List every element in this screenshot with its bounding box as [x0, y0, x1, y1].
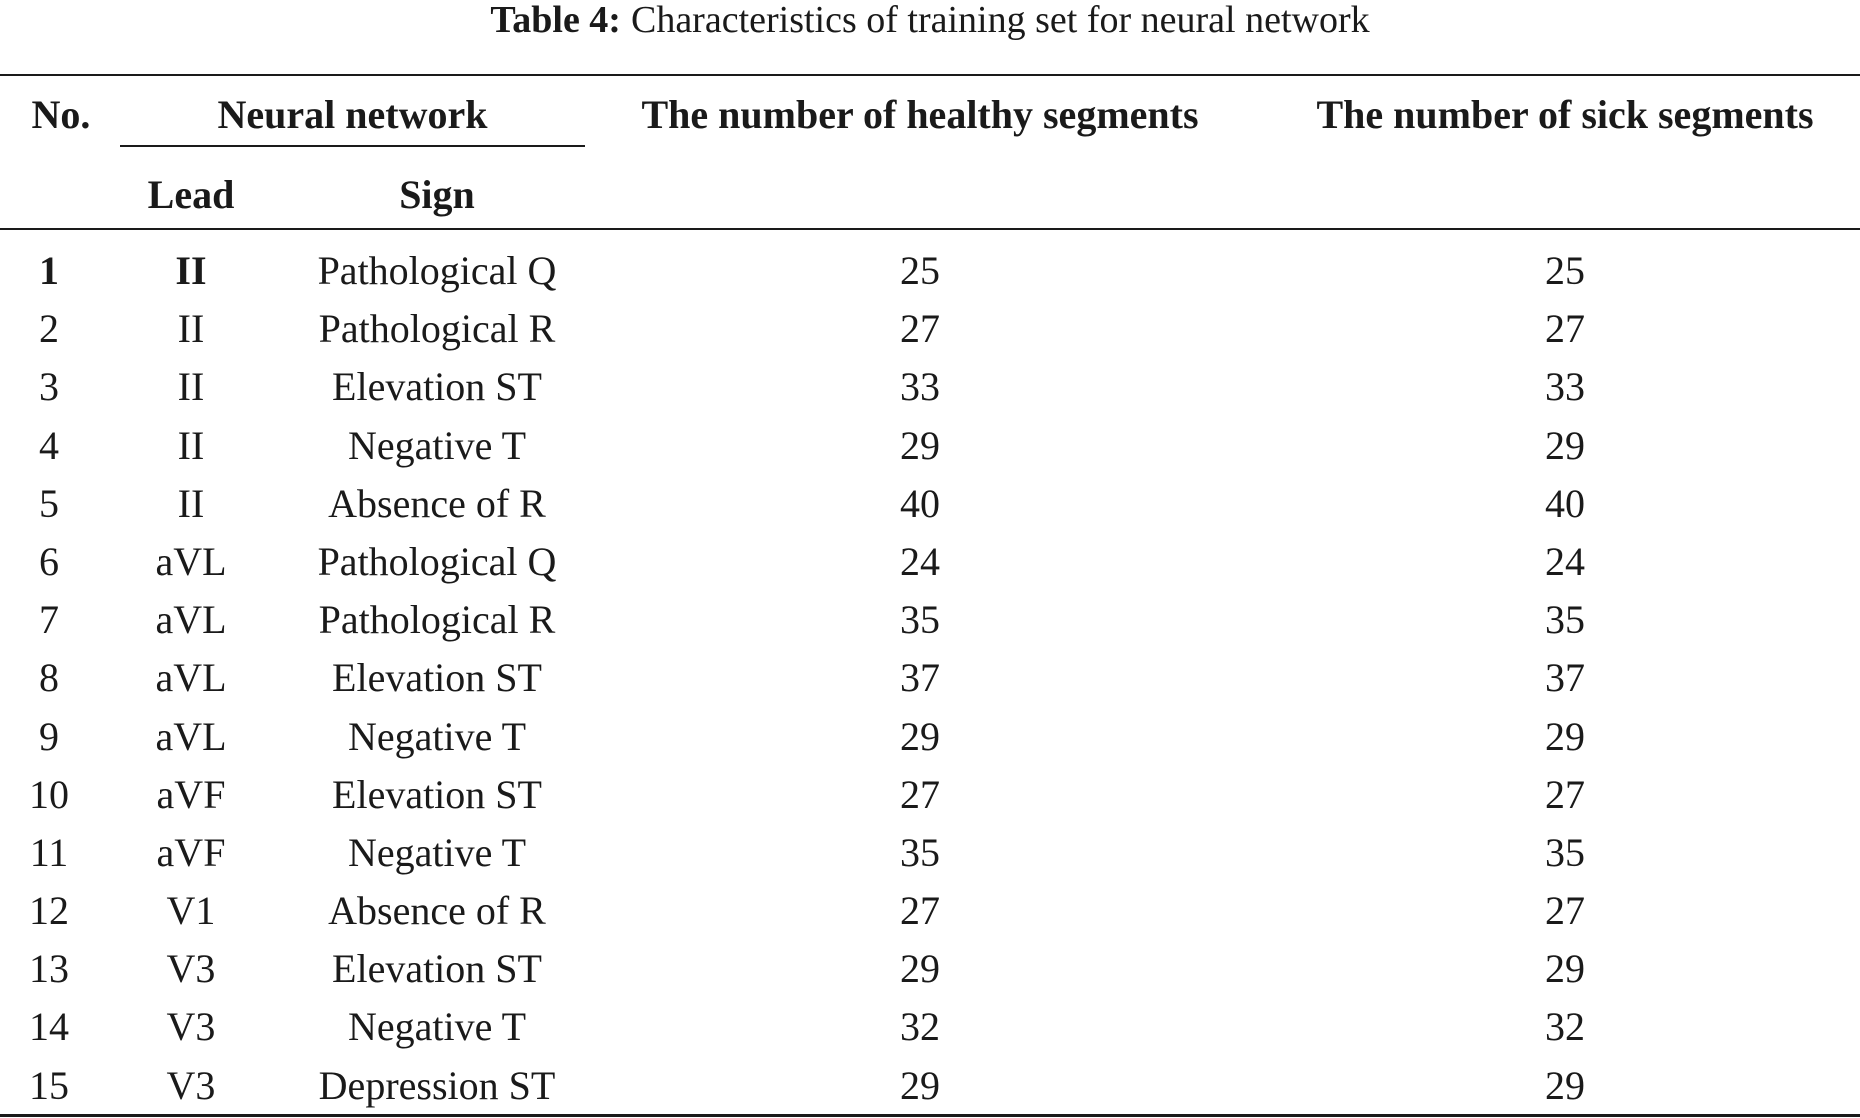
cell-sick: 29	[1545, 946, 1585, 992]
header-sign: Sign	[399, 172, 475, 217]
cell-sick: 35	[1545, 597, 1585, 643]
header-neural-network: Neural network	[217, 92, 488, 137]
cell-lead: II	[177, 306, 205, 352]
cell-sign: Pathological R	[318, 597, 556, 643]
neural-network-subrule	[120, 145, 585, 147]
cell-sick: 29	[1545, 422, 1585, 468]
cell-no: 15	[29, 1062, 69, 1108]
table-row	[0, 882, 1860, 940]
cell-no: 11	[29, 829, 69, 875]
cell-sign: Pathological Q	[317, 538, 557, 584]
cell-no: 2	[39, 306, 59, 352]
cell-healthy: 27	[900, 306, 940, 352]
cell-no: 7	[39, 597, 59, 643]
table-row	[0, 766, 1860, 824]
cell-lead: aVL	[155, 655, 227, 701]
cell-lead: aVF	[156, 771, 226, 817]
cell-sick: 27	[1545, 888, 1585, 934]
cell-healthy: 25	[900, 248, 940, 293]
cell-no: 9	[39, 713, 59, 759]
cell-healthy: 27	[900, 888, 940, 934]
table-row	[0, 300, 1860, 358]
cell-sign: Pathological R	[318, 306, 556, 352]
header-sick-segments: The number of sick segments	[1316, 92, 1814, 137]
cell-sign: Elevation ST	[332, 771, 542, 817]
cell-sick: 27	[1545, 771, 1585, 817]
cell-sign: Negative T	[347, 829, 527, 875]
cell-sick: 27	[1545, 306, 1585, 352]
cell-no: 14	[29, 1004, 69, 1050]
cell-no: 5	[39, 480, 59, 526]
cell-no: 8	[39, 655, 59, 701]
cell-lead: II	[177, 422, 205, 468]
table-row	[0, 533, 1860, 591]
cell-sign: Negative T	[347, 1004, 527, 1050]
cell-sick: 32	[1545, 1004, 1585, 1050]
cell-sick: 29	[1545, 713, 1585, 759]
cell-sign: Elevation ST	[332, 946, 542, 992]
cell-sign: Absence of R	[328, 480, 546, 526]
cell-healthy: 24	[900, 538, 940, 584]
cell-lead: V3	[166, 946, 216, 992]
cell-healthy: 32	[900, 1004, 940, 1050]
cell-healthy: 27	[900, 771, 940, 817]
cell-healthy: 29	[900, 946, 940, 992]
cell-healthy: 35	[900, 597, 940, 643]
top-rule	[0, 74, 1860, 76]
table-row	[0, 824, 1860, 882]
cell-no: 4	[39, 422, 59, 468]
caption-label: Table 4:	[490, 0, 621, 41]
cell-no: 3	[39, 364, 59, 410]
cell-no: 12	[29, 888, 69, 934]
cell-sign: Depression ST	[318, 1062, 556, 1108]
bottom-rule	[0, 1114, 1860, 1117]
cell-no: 10	[29, 771, 69, 817]
table-caption	[0, 0, 1860, 42]
table-row	[0, 1057, 1860, 1115]
cell-healthy: 40	[900, 480, 940, 526]
cell-sign: Elevation ST	[332, 655, 542, 701]
cell-lead: V3	[166, 1004, 216, 1050]
cell-lead: II	[175, 248, 207, 293]
cell-sign: Negative T	[347, 422, 527, 468]
cell-no: 6	[39, 538, 59, 584]
cell-no: 13	[29, 946, 69, 992]
cell-healthy: 29	[900, 713, 940, 759]
cell-sign: Elevation ST	[332, 364, 542, 410]
cell-healthy: 33	[900, 364, 940, 410]
cell-sign: Pathological Q	[317, 248, 557, 293]
cell-lead: V1	[166, 888, 216, 934]
cell-healthy: 35	[900, 829, 940, 875]
table-row	[0, 417, 1860, 475]
table-row	[0, 475, 1860, 533]
header-healthy-segments: The number of healthy segments	[641, 92, 1199, 137]
cell-sick: 35	[1545, 829, 1585, 875]
cell-no: 1	[39, 248, 59, 293]
table-row	[0, 998, 1860, 1056]
cell-sick: 29	[1545, 1062, 1585, 1108]
table-row	[0, 358, 1860, 416]
cell-sick: 33	[1545, 364, 1585, 410]
cell-sign: Absence of R	[328, 888, 546, 934]
table-row	[0, 649, 1860, 707]
header-lead: Lead	[147, 172, 235, 217]
cell-sick: 40	[1545, 480, 1585, 526]
table-row	[0, 242, 1860, 300]
cell-sick: 25	[1545, 248, 1585, 293]
cell-healthy: 29	[900, 1062, 940, 1108]
header-rule	[0, 228, 1860, 230]
cell-sick: 24	[1545, 538, 1585, 584]
table-row	[0, 708, 1860, 766]
cell-lead: II	[177, 364, 205, 410]
cell-lead: aVF	[156, 829, 226, 875]
cell-sign: Negative T	[347, 713, 527, 759]
cell-lead: II	[177, 480, 205, 526]
caption-text: Characteristics of training set for neural network	[630, 0, 1370, 41]
table-row	[0, 591, 1860, 649]
cell-lead: aVL	[155, 713, 227, 759]
cell-lead: aVL	[155, 597, 227, 643]
cell-lead: aVL	[155, 538, 227, 584]
table-body	[0, 242, 1860, 1115]
header-no: No.	[31, 92, 91, 137]
table-row	[0, 940, 1860, 998]
cell-sick: 37	[1545, 655, 1585, 701]
cell-healthy: 37	[900, 655, 940, 701]
cell-lead: V3	[166, 1062, 216, 1108]
cell-healthy: 29	[900, 422, 940, 468]
